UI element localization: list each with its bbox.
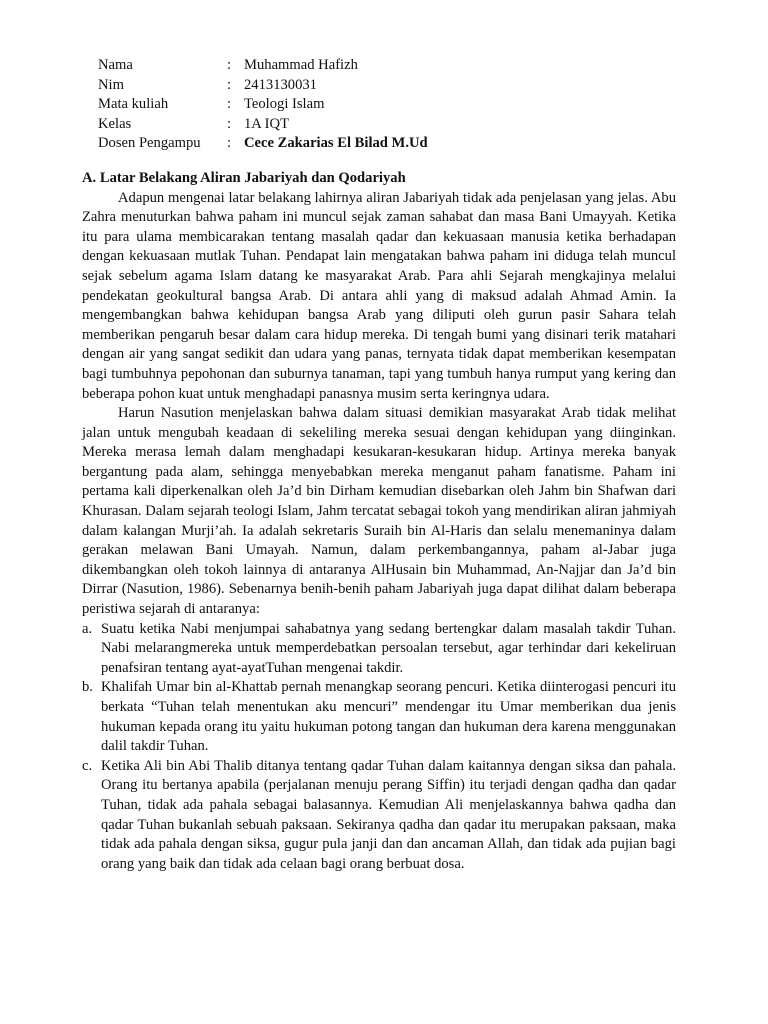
section-heading: A. Latar Belakang Aliran Jabariyah dan Qodariyah: [82, 169, 406, 186]
student-info-table: [98, 56, 676, 154]
list-item: [82, 757, 676, 875]
historical-events-list: [82, 620, 676, 875]
info-label: Kelas: [98, 115, 132, 132]
info-value: 1A IQT: [244, 115, 289, 132]
body-paragraph: Harun Nasution menjelaskan bahwa dalam situasi demikian masyarakat Arab tidak melihat jalan untuk mengubah keadaan di sekeliling mereka sesuai dengan kehidupan yang diinginkan. Mereka merasa lemah dalam menghadapi kesukaran-kesukaran hidup. Artinya mereka banyak bergantung pada alam, sehingga menyebabkan mereka menganut paham fanatisme. Paham ini pertama kali diperkenalkan oleh Ja’d bin Dirham kemudian disebarkan oleh Jahm bin Shafwan dari Khurasan. Dalam sejarah teologi Islam, Jahm tercatat sebagai tokoh yang mendirikan aliran jahmiyah dalam kalangan Murji’ah. Ia adalah sekretaris Suraih bin Al-Haris dan selalu menemaninya dalam gerakan melawan Bani Umayah. Namun, dalam perkembangannya, paham al-Jabar juga dikembangkan oleh tokoh lainnya di antaranya AlHusain bin Muhammad, An-Najjar dan Ja’d bin Dirrar (Nasution, 1986). Sebenarnya benih-benih paham Jabariyah juga dapat dilihat dalam beberapa peristiwa sejarah di antaranya:: [82, 405, 676, 618]
info-colon: :: [227, 57, 232, 73]
info-colon: :: [227, 76, 232, 93]
list-item: [82, 678, 676, 756]
info-label: Mata kuliah: [98, 96, 169, 113]
info-value: 2413130031: [244, 76, 317, 93]
list-item-text: Suatu ketika Nabi menjumpai sahabatnya yang sedang bertengkar dalam masalah takdir Tuhan. Nabi melarangmereka untuk memperdebatkan persoalan tersebut, agar terhindar dari kekeliruan penafsiran tentang ayat-ayatTuhan mengenai takdir.: [101, 620, 676, 676]
list-marker: c.: [82, 757, 93, 774]
info-label: Nama: [98, 57, 133, 73]
info-value: Cece Zakarias El Bilad M.Ud: [244, 135, 428, 152]
body-paragraph: Adapun mengenai latar belakang lahirnya aliran Jabariyah tidak ada penjelasan yang jelas. Abu Zahra menuturkan bahwa paham ini muncul sejak zaman sahabat dan masa Bani Umayyah. Ketika itu para ulama membicarakan tentang masalah qadar dan kekuasaan manusia ketika berhadapan dengan kekuasaan mutlak Tuhan. Pendapat lain mengatakan bahwa paham ini diduga telah muncul sejak sebelum agama Islam datang ke masyarakat Arab. Para ahli Sejarah mengkajinya melalui pendekatan geokultural bangsa Arab. Di antara ahli yang di maksud adalah Ahmad Amin. Ia mengembangkan bahwa kehidupan bangsa Arab yang diliputi oleh gurun pasir Sahara telah memberikan pengaruh besar dalam cara hidup mereka. Di tengah bumi yang disinari terik matahari dengan air yang sangat sedikit dan udara yang panas, ternyata tidak dapat memberikan kesempatan bagi tumbuhnya pepohonan dan suburnya tanaman, tapi yang tumbuh hanya rumput yang kering dan beberapa pohon kuat untuk menghadapi panasnya musim serta keringnya udara.: [82, 189, 676, 402]
list-marker: a.: [82, 620, 93, 637]
info-value: Teologi Islam: [244, 96, 325, 113]
info-row-mata-kuliah: [98, 95, 676, 115]
info-label: Nim: [98, 76, 124, 93]
info-row-dosen-pengampu: [98, 134, 676, 154]
info-row-kelas: [98, 115, 676, 135]
info-row-nama: [98, 56, 676, 76]
document-page: [82, 56, 676, 874]
info-label: Dosen Pengampu: [98, 135, 201, 152]
info-colon: :: [227, 115, 232, 132]
info-row-nim: [98, 76, 676, 96]
list-marker: b.: [82, 679, 93, 696]
list-item-text: Ketika Ali bin Abi Thalib ditanya tentang qadar Tuhan dalam kaitannya dengan siksa dan pahala. Orang itu bertanya apabila (perjalanan menuju perang Siffin) itu terjadi dengan qadha dan qadar Tuhan, tidak ada pahala sebagai balasannya. Kemudian Ali menjelaskannya bahwa qadha dan qadar Tuhan bukanlah sebuah paksaan. Sekiranya qadha dan qadar itu merupakan paksaan, maka tidak ada pahala dengan siksa, gugur pula janji dan dan ancaman Allah, dan tidak ada pujian bagi orang yang baik dan tidak ada celaan bagi orang berbuat dosa.: [101, 757, 676, 872]
list-item-text: Khalifah Umar bin al-Khattab pernah menangkap seorang pencuri. Ketika diinterogasi pencuri itu berkata “Tuhan telah menentukan aku mencuri” mendengar itu Umar memberikan dua jenis hukuman kepada orang itu yaitu hukuman potong tangan dan hukuman dera karena menggunakan dalil takdir Tuhan.: [101, 679, 676, 755]
info-colon: :: [227, 135, 232, 152]
info-colon: :: [227, 96, 232, 113]
list-item: [82, 620, 676, 679]
info-value: Muhammad Hafizh: [244, 57, 358, 73]
